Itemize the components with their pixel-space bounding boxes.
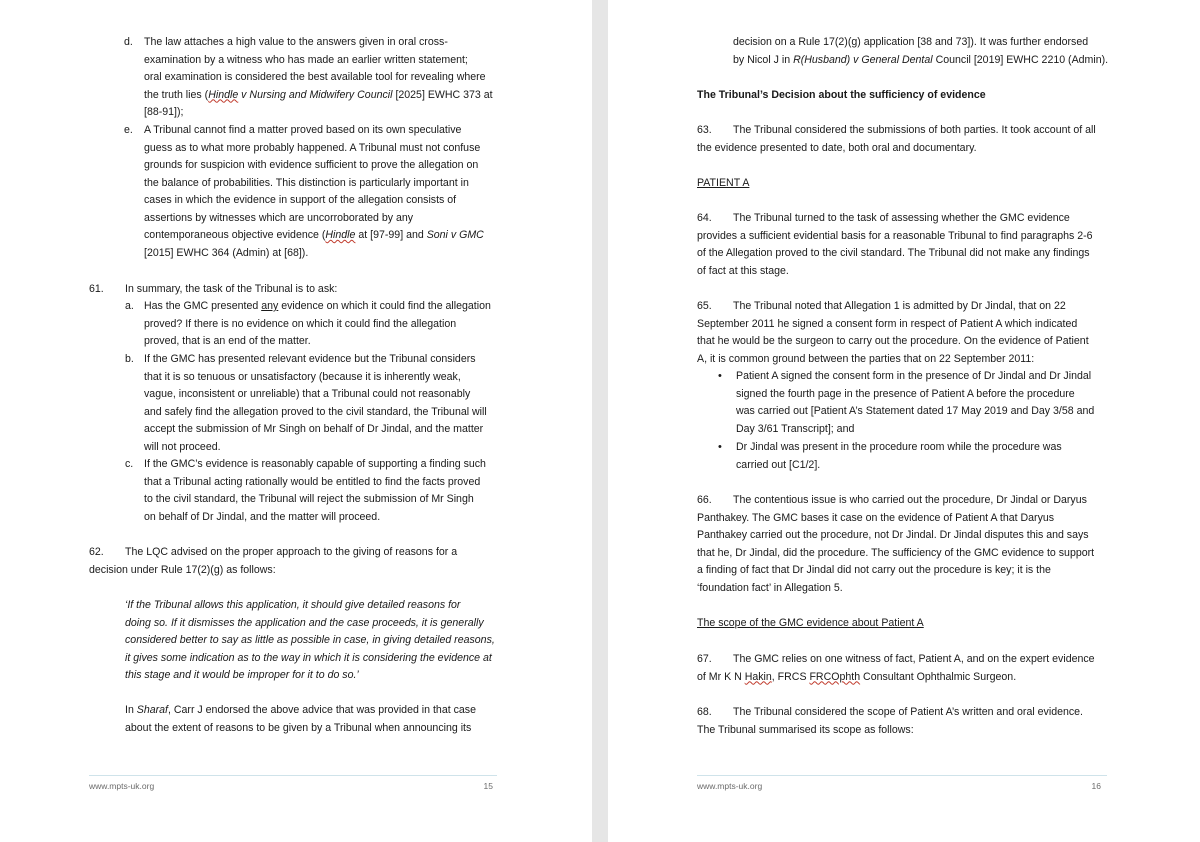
page-number: 16 xyxy=(1091,781,1101,791)
text-line: Panthakey carried out the procedure, not Dr Jindal. Dr Jindal disputes this and says xyxy=(697,529,1089,541)
paragraph-number: 67. xyxy=(697,653,712,665)
text-line: about the extent of reasons to be given by a Tribunal when announcing its xyxy=(125,721,472,734)
paragraph-number: 63. xyxy=(697,124,712,136)
text-line: decision under Rule 17(2)(g) as follows: xyxy=(89,563,276,576)
list-label-d: d. xyxy=(124,36,133,48)
text-line: that a Tribunal acting rationally would be entitled to find the facts proved xyxy=(144,475,481,488)
text-line: The Tribunal noted that Allegation 1 is admitted by Dr Jindal, that on 22 xyxy=(733,300,1066,312)
text-line: and safely find the allegation proved to the civil standard, the Tribunal will xyxy=(144,405,487,418)
text-line: was carried out [Patient A’s Statement dated 17 May 2019 and Day 3/58 and xyxy=(736,405,1095,417)
text-line: guess as to what more probably happened. A Tribunal must not confuse xyxy=(144,141,481,154)
text-line: oral examination is considered the best available tool for revealing where xyxy=(144,71,486,83)
text-line: A, it is common ground between the parties that on 22 September 2011: xyxy=(697,352,1035,365)
case-citation: Soni v GMC xyxy=(426,229,484,241)
text-line: Dr Jindal was present in the procedure room while the procedure was xyxy=(736,441,1062,453)
text-line: of Mr K N Hakin, FRCS FRCOphth Consultant Ophthalmic Surgeon. xyxy=(697,670,1017,683)
text-line: The Tribunal considered the scope of Patient A’s written and oral evidence. xyxy=(733,706,1084,718)
text-line: The GMC relies on one witness of fact, Patient A, and on the expert evidence xyxy=(733,653,1095,665)
footer-divider xyxy=(89,775,497,776)
quote-line: doing so. If it dismisses the application and the case proceeds, it is generally xyxy=(125,616,484,629)
text-line: to the civil standard, the Tribunal will reject the submission of Mr Singh xyxy=(144,493,474,505)
list-label-b: b. xyxy=(125,353,134,365)
document-page-15 xyxy=(0,0,592,842)
text-line: proved, that is an end of the matter. xyxy=(144,335,311,347)
text-line: that it is so tenuous or unsatisfactory (because it is inherently weak, xyxy=(144,370,461,383)
document-page-16 xyxy=(608,0,1200,842)
text-line: that he would be the surgeon to carry out the procedure. On the evidence of Patient xyxy=(697,335,1089,347)
text-line: In summary, the task of the Tribunal is to ask: xyxy=(125,283,338,295)
text-line: ‘foundation fact’ in Allegation 5. xyxy=(697,581,843,594)
text-line: [2015] EWHC 364 (Admin) at [68]). xyxy=(144,246,309,259)
text-line: grounds for suspicion with evidence sufficient to prove the allegation on xyxy=(144,159,479,171)
text-line: accept the submission of Mr Singh on behalf of Dr Jindal, and the matter xyxy=(144,423,484,435)
quote-line: considered better to say as little as possible in case, in giving detailed reasons, xyxy=(125,634,495,646)
text-line: Panthakey. The GMC bases it case on the evidence of Patient A that Daryus xyxy=(697,511,1055,524)
text-line: The Tribunal turned to the task of assessing whether the GMC evidence xyxy=(733,212,1070,224)
text-line: The contentious issue is who carried out the procedure, Dr Jindal or Daryus xyxy=(733,494,1087,506)
text-line: September 2011 he signed a consent form in respect of Patient A which indicated xyxy=(697,317,1078,330)
quote-line: it gives some indication as to the way in which it is considering the evidence at xyxy=(125,651,492,664)
text-line: The Tribunal summarised its scope as follows: xyxy=(697,723,914,736)
text-line: the balance of probabilities. This distinction is particularly important in xyxy=(144,176,469,189)
text-line: proved? If there is no evidence on which it could find the allegation xyxy=(144,317,457,330)
text-line: of the Allegation proved to the civil standard. The Tribunal did not make any findings xyxy=(697,247,1090,259)
paragraph-number: 62. xyxy=(89,546,104,558)
page-number: 15 xyxy=(483,781,493,791)
bullet-icon: • xyxy=(718,441,722,453)
text-line: The LQC advised on the proper approach to the giving of reasons for a xyxy=(125,546,458,558)
text-line: provides a sufficient evidential basis for a reasonable Tribunal to find paragraphs 2-6 xyxy=(697,229,1093,242)
case-citation: Hindle xyxy=(325,229,356,241)
paragraph-number: 68. xyxy=(697,706,712,718)
text-line: assertions by witnesses which are uncorroborated by any xyxy=(144,211,414,224)
text-line: The law attaches a high value to the answers given in oral cross- xyxy=(144,36,448,48)
text-line: contemporaneous objective evidence (Hindle at [97-99] and Soni v GMC xyxy=(144,229,484,241)
list-label-c: c. xyxy=(125,458,134,470)
case-citation: Hindle xyxy=(208,88,239,101)
text-line: If the GMC’s evidence is reasonably capable of supporting a finding such xyxy=(144,458,486,470)
paragraph-number: 65. xyxy=(697,300,712,312)
list-label-e: e. xyxy=(124,124,133,136)
case-citation: Sharaf xyxy=(136,704,168,716)
text-line: by Nicol J in R(Husband) v General Dental Council [2019] EWHC 2210 (Admin). xyxy=(733,53,1109,66)
text-line: [88-91]); xyxy=(144,106,184,118)
paragraph-number: 66. xyxy=(697,494,712,506)
paragraph-number: 61. xyxy=(89,283,104,295)
footer-url: www.mpts-uk.org xyxy=(697,781,763,791)
quote-line: ‘If the Tribunal allows this application, it should give detailed reasons for xyxy=(125,599,461,611)
footer-url: www.mpts-uk.org xyxy=(89,781,155,791)
text-line: decision on a Rule 17(2)(g) application [38 and 73]). It was further endorsed xyxy=(733,36,1089,48)
text-line: A Tribunal cannot find a matter proved based on its own speculative xyxy=(144,124,462,136)
quote-line: this stage and it would be improper for it to do so.’ xyxy=(125,669,359,681)
text-line: the evidence presented to date, both oral and documentary. xyxy=(697,141,977,154)
text-line: vague, inconsistent or unreliable) that a Tribunal could not reasonably xyxy=(144,388,471,400)
section-heading: The Tribunal’s Decision about the sufficiency of evidence xyxy=(697,89,986,101)
subheading-patient-a: PATIENT A xyxy=(697,177,750,189)
list-label-a: a. xyxy=(125,300,134,312)
text-line: cases in which the evidence in support of the allegation consists of xyxy=(144,194,457,206)
text-line: examination by a witness who has made an earlier written statement; xyxy=(144,53,468,66)
text-line: Has the GMC presented any evidence on which it could find the allegation xyxy=(144,300,491,312)
text-line: carried out [C1/2]. xyxy=(736,458,821,471)
text-line: of fact at this stage. xyxy=(697,264,789,277)
text-line: Patient A signed the consent form in the presence of Dr Jindal and Dr Jindal xyxy=(736,370,1092,382)
text-line: In Sharaf, Carr J endorsed the above advice that was provided in that case xyxy=(125,704,476,716)
text-line: a finding of fact that Dr Jindal did not carry out the procedure is key; it is the xyxy=(697,564,1051,576)
text-line: on behalf of Dr Jindal, and the matter will proceed. xyxy=(144,510,381,523)
text-line: Day 3/61 Transcript]; and xyxy=(736,422,855,435)
text-line: the truth lies (Hindle v Nursing and Midwifery Council [2025] EWHC 373 at xyxy=(144,88,493,101)
case-citation: R(Husband) v General Dental xyxy=(793,53,933,66)
subheading-scope: The scope of the GMC evidence about Patient A xyxy=(697,617,924,629)
text-line: will not proceed. xyxy=(144,440,221,453)
text-line: The Tribunal considered the submissions of both parties. It took account of all xyxy=(733,124,1096,136)
bullet-icon: • xyxy=(718,370,722,382)
text-line: that he, Dr Jindal, did the procedure. The sufficiency of the GMC evidence to support xyxy=(697,546,1095,559)
text-line: If the GMC has presented relevant evidence but the Tribunal considers xyxy=(144,353,476,365)
footer-divider xyxy=(697,775,1107,776)
text-line: signed the fourth page in the presence of Patient A before the procedure xyxy=(736,387,1075,400)
paragraph-number: 64. xyxy=(697,212,712,224)
